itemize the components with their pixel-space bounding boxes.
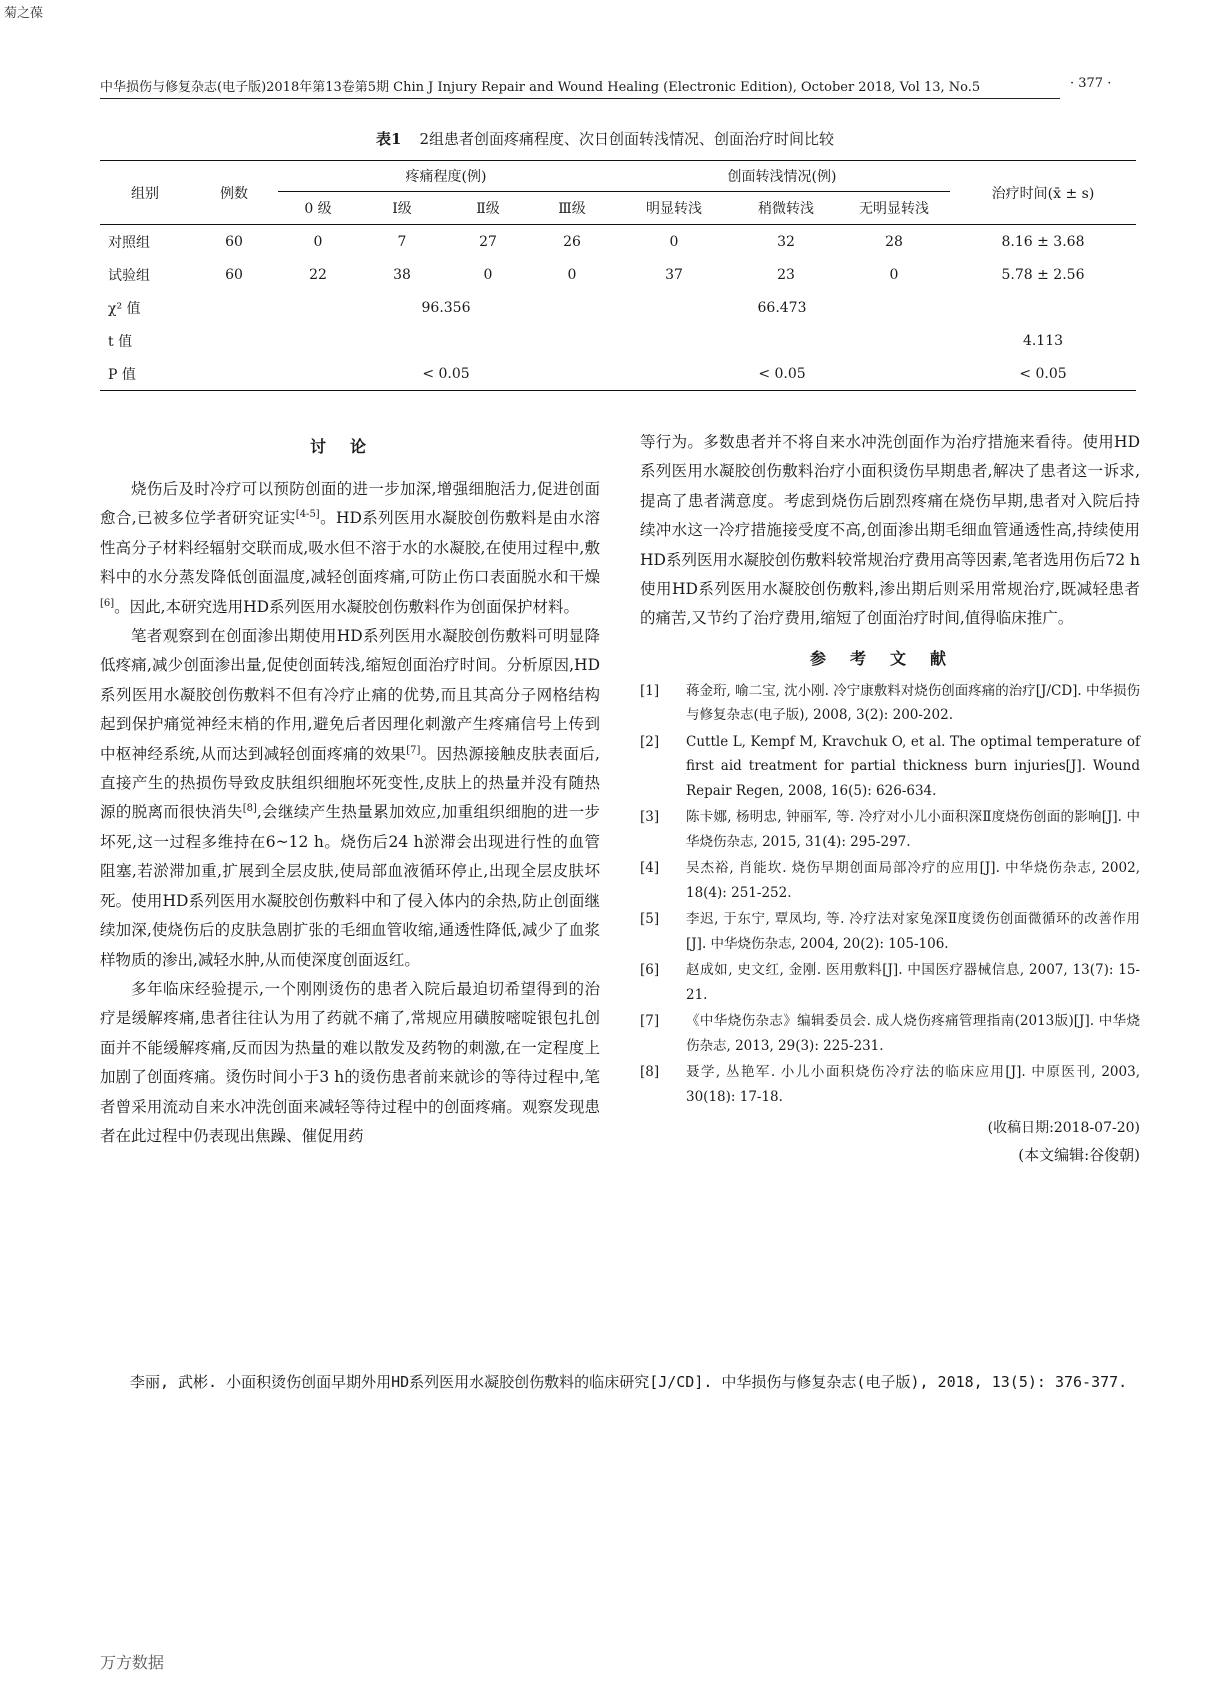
row-p0: 22 xyxy=(309,266,327,283)
header-pain: 疼痛程度(例) xyxy=(278,161,614,192)
reference-item xyxy=(640,679,1140,728)
header-pain-1: Ⅰ级 xyxy=(392,201,412,217)
row-s1: 37 xyxy=(665,266,683,283)
chi-shallow: 66.473 xyxy=(757,299,807,316)
article-citation: 李丽, 武彬. 小面积烫伤创面早期外用HD系列医用水凝胶创伤敷料的临床研究[J/CD]. 中华损伤与修复杂志(电子版), 2018, 13(5): 376-377. xyxy=(130,1373,1128,1391)
table-row-chi xyxy=(100,291,1136,324)
left-column xyxy=(100,475,600,1151)
text-run: 。HD系列医用水凝胶创伤敷料是由水溶性高分子材料经辐射交联而成,吸水但不溶于水的水凝胶,在使用过程中,敷料中的水分蒸发降低创面温度,减轻创面疼痛,可防止伤口表面脱水和干燥 xyxy=(100,509,600,587)
references-title: 参考文献 xyxy=(809,648,970,668)
text-run: 烧伤后及时冷疗可以预防创面的进一步加深,增强细胞活力,促进创面愈合,已被多位学者研究证实 xyxy=(100,480,600,528)
table-label: 表1 xyxy=(376,130,402,148)
table-caption-text: 2组患者创面疼痛程度、次日创面转浅情况、创面治疗时间比较 xyxy=(419,130,834,148)
reference-item xyxy=(640,805,1140,854)
text-run: 。因热源接触皮肤表面后,直接产生的热损伤导致皮肤组织细胞坏死变性,皮肤上的热量并没有随热源的脱离而很快消失 xyxy=(100,744,600,822)
row-p2: 27 xyxy=(479,233,497,250)
row-s3: 28 xyxy=(885,233,903,250)
citation-mark: [4-5] xyxy=(295,509,320,521)
row-p3: 0 xyxy=(567,266,577,283)
row-p2: 0 xyxy=(483,266,493,283)
reference-item xyxy=(640,1060,1140,1109)
p-time: < 0.05 xyxy=(1019,365,1067,382)
table-row xyxy=(100,225,1136,259)
row-p0: 0 xyxy=(313,233,323,250)
row-s1: 0 xyxy=(669,233,679,250)
paragraph xyxy=(100,475,600,622)
citation-mark: [6] xyxy=(100,597,115,609)
row-s2: 32 xyxy=(777,233,795,250)
reference-item xyxy=(640,1009,1140,1058)
text-run: 笔者观察到在创面渗出期使用HD系列医用水凝胶创伤敷料可明显降低疼痛,减少创面渗出量,促使创面转浅,缩短创面治疗时间。分析原因,HD系列医用水凝胶创伤敷料不但有冷疗止痛的优势,而且其高分子网格结构起到保护痛觉神经末梢的作用,避免后者因理化刺激产生疼痛信号上传到中枢神经系统,从而达到减轻创面疼痛的效果 xyxy=(100,627,600,763)
reference-text: 蒋金珩, 喻二宝, 沈小刚. 冷宁康敷料对烧伤创面疼痛的治疗[J/CD]. 中华损伤与修复杂志(电子版), 2008, 3(2): 200-202. xyxy=(686,682,1140,724)
discussion-title xyxy=(100,434,600,457)
row-p1: 38 xyxy=(393,266,411,283)
paragraph xyxy=(100,622,600,975)
table-row xyxy=(100,258,1136,291)
header-shallow: 创面转浅情况(例) xyxy=(614,161,950,192)
header-time: 治疗时间(x̄ ± s) xyxy=(950,161,1136,225)
text-run: 。因此,本研究选用HD系列医用水凝胶创伤敷料作为创面保护材料。 xyxy=(114,597,580,616)
row-group: 对照组 xyxy=(108,234,150,251)
reference-text: 吴杰裕, 肖能坎. 烧伤早期创面局部冷疗的应用[J]. 中华烧伤杂志, 2002, 18(4): 251-252. xyxy=(686,860,1140,901)
reference-number: [1] xyxy=(640,682,660,699)
reference-number: [8] xyxy=(640,1064,660,1081)
received-date: (收稿日期:2018-07-20) xyxy=(987,1120,1140,1137)
reference-item xyxy=(640,958,1140,1007)
citation-mark: [7] xyxy=(406,744,421,756)
running-head: 中华损伤与修复杂志(电子版)2018年第13卷第5期 Chin J Injury Repair and Wound Healing (Electronic Edition), October 2018, Vol 13, No.5 xyxy=(100,76,1060,99)
reference-number: [7] xyxy=(640,1013,660,1030)
watermark-top: 菊之葆 xyxy=(4,6,44,21)
reference-item xyxy=(640,907,1140,956)
table-row-p xyxy=(100,357,1136,391)
header-pain-0: 0 级 xyxy=(304,201,332,217)
reference-text: 聂学, 丛艳军. 小儿小面积烧伤冷疗法的临床应用[J]. 中原医刊, 2003, 30(18): 17-18. xyxy=(686,1064,1140,1105)
p-pain: < 0.05 xyxy=(422,365,470,382)
reference-number: [4] xyxy=(640,860,660,877)
reference-number: [2] xyxy=(640,733,660,750)
row-group: 试验组 xyxy=(108,267,150,284)
comparison-table xyxy=(100,160,1136,391)
chi-label: χ² 值 xyxy=(108,300,141,317)
row-s2: 23 xyxy=(777,266,795,283)
header-shallow-2: 稍微转浅 xyxy=(758,201,814,217)
reference-number: [6] xyxy=(640,962,660,979)
row-p1: 7 xyxy=(397,233,407,250)
header-pain-2: Ⅱ级 xyxy=(476,201,500,217)
reference-item xyxy=(640,730,1140,804)
row-time: 8.16 ± 3.68 xyxy=(1001,233,1085,250)
reference-text: 李迟, 于东宁, 覃凤均, 等. 冷疗法对家兔深Ⅱ度烫伤创面微循环的改善作用[J]. 中华烧伤杂志, 2004, 20(2): 105-106. xyxy=(686,911,1140,952)
paragraph: 多年临床经验提示,一个刚刚烫伤的患者入院后最迫切希望得到的治疗是缓解疼痛,患者往往认为用了药就不痛了,常规应用磺胺嘧啶银包扎创面并不能缓解疼痛,反而因为热量的难以散发及药物的刺激,在一定程度上加剧了创面疼痛。烫伤时间小于3 h的烫伤患者前来就诊的等待过程中,笔者曾采用流动自来水冲洗创面来减轻等待过程中的创面疼痛。观察发现患者在此过程中仍表现出焦躁、催促用药 xyxy=(100,979,600,1145)
table-caption xyxy=(0,128,1210,149)
reference-text: 赵成如, 史文红, 金刚. 医用敷料[J]. 中国医疗器械信息, 2007, 13(7): 15-21. xyxy=(686,962,1140,1003)
editor-note: (本文编辑:谷俊朝) xyxy=(1018,1146,1140,1165)
table-row-t xyxy=(100,324,1136,357)
row-p3: 26 xyxy=(563,233,581,250)
reference-text: 陈卡娜, 杨明忠, 钟丽军, 等. 冷疗对小儿小面积深Ⅱ度烧伤创面的影响[J]. 中华烧伤杂志, 2015, 31(4): 295-297. xyxy=(686,809,1140,850)
t-label: t 值 xyxy=(108,333,133,350)
reference-number: [5] xyxy=(640,911,660,928)
row-s3: 0 xyxy=(889,266,899,283)
header-shallow-1: 明显转浅 xyxy=(646,201,702,217)
row-n: 60 xyxy=(225,233,243,250)
header-pain-3: Ⅲ级 xyxy=(558,201,586,217)
watermark-bottom: 万方数据 xyxy=(100,1653,165,1672)
text-run: ,会继续产生热量累加效应,加重组织细胞的进一步坏死,这一过程多维持在6~12 h。烧伤后24 h淤滞会出现进行性的血管阻塞,若淤滞加重,扩展到全层皮肤,使局部血液循环停止,出现全层皮肤坏死。使用HD系列医用水凝胶创伤敷料中和了侵入体内的余热,防止创面继续加深,使烧伤后的皮肤急剧扩张的毛细血管收缩,通透性降低,减少了血浆样物质的渗出,减轻水肿,从而使深度创面返红。 xyxy=(100,803,600,969)
reference-text: 《中华烧伤杂志》编辑委员会. 成人烧伤疼痛管理指南(2013版)[J]. 中华烧伤杂志, 2013, 29(3): 225-231. xyxy=(686,1013,1140,1054)
paragraph-continued: 等行为。多数患者并不将自来水冲洗创面作为治疗措施来看待。使用HD系列医用水凝胶创伤敷料治疗小面积烫伤早期患者,解决了患者这一诉求,提高了患者满意度。考虑到烧伤后剧烈疼痛在烧伤早期,患者对入院后持续冲水这一冷疗措施接受度不高,创面渗出期毛细血管通透性高,持续使用HD系列医用水凝胶创伤敷料较常规治疗费用高等因素,笔者选用伤后72 h使用HD系列医用水凝胶创伤敷料,渗出期后则采用常规治疗,既减轻患者的痛苦,又节约了治疗费用,缩短了创面治疗时间,值得临床推广。 xyxy=(640,433,1140,628)
t-time: 4.113 xyxy=(1022,332,1064,349)
reference-item xyxy=(640,856,1140,905)
header-group: 组别 xyxy=(100,161,190,225)
header-cases: 例数 xyxy=(190,161,278,225)
row-n: 60 xyxy=(225,266,243,283)
p-label: P 值 xyxy=(108,366,136,383)
p-shallow: < 0.05 xyxy=(758,365,806,382)
row-time: 5.78 ± 2.56 xyxy=(1001,266,1085,283)
reference-number: [3] xyxy=(640,809,660,826)
right-column xyxy=(640,428,1140,1169)
page-number: · 377 · xyxy=(1070,76,1112,91)
chi-pain: 96.356 xyxy=(421,299,471,316)
discussion-title-text: 讨论 xyxy=(309,437,390,456)
reference-list xyxy=(640,679,1140,1110)
citation-mark: [8] xyxy=(242,803,257,815)
header-shallow-3: 无明显转浅 xyxy=(859,201,929,217)
reference-text: Cuttle L, Kempf M, Kravchuk O, et al. The optimal temperature of first aid treatment for partial thickness burn injuries[J]. Wound Repair Regen, 2008, 16(5): 626-634. xyxy=(686,733,1140,799)
